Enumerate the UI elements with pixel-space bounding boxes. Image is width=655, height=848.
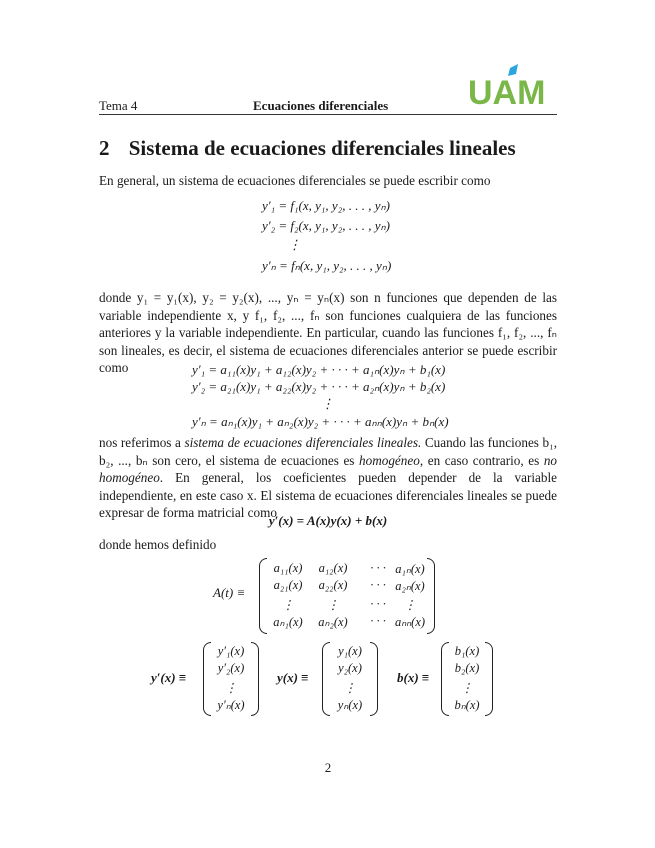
vector-entry: ⋮ — [343, 681, 357, 695]
left-paren-icon — [203, 642, 211, 716]
matrix-a-cell: · · · — [370, 614, 386, 628]
matrix-a-cell: ⋮ — [281, 598, 295, 612]
matrix-equation: y′(x) = A(x)y(x) + b(x) — [268, 513, 388, 528]
vector-b-label: b(x) ≡ — [397, 670, 430, 685]
right-paren-icon — [485, 642, 493, 716]
page-number: 2 — [324, 760, 332, 775]
section-title — [99, 136, 516, 161]
matrix-a-cell: aₙₙ(x) — [394, 615, 426, 629]
vector-entry: b₂(x) — [454, 661, 480, 675]
matrix-a-cell: a₁₂(x) — [318, 561, 348, 575]
system-linear-line: y′ₙ = aₙ₁(x)y₁ + aₙ₂(x)y₂ + · · · + aₙₙ(x)yₙ + bₙ(x) — [192, 414, 449, 429]
vector-entry: y₂(x) — [338, 661, 362, 675]
right-paren-icon — [427, 558, 435, 634]
vector-entry: y₁(x) — [338, 644, 362, 658]
system-linear-line: y′₂ = a₂₁(x)y₁ + a₂₂(x)y₂ + · · · + a₂ₙ(x)yₙ + b₂(x) — [192, 379, 446, 394]
matrix-a-cell: a₁₁(x) — [273, 561, 303, 575]
matrix-a-cell: ⋮ — [403, 598, 417, 612]
system-general — [262, 198, 402, 274]
vector-y — [322, 642, 378, 716]
left-paren-icon — [441, 642, 449, 716]
defined-text: donde hemos definido — [99, 537, 217, 552]
vector-y-label: y(x) ≡ — [277, 670, 309, 685]
matrix-a-cell: a₂ₙ(x) — [395, 579, 425, 593]
matrix-a-cell: a₁ₙ(x) — [395, 562, 425, 576]
header-left: Tema 4 — [99, 98, 138, 113]
system-linear-dots: ⋮ — [321, 396, 334, 411]
uam-logo — [466, 62, 550, 108]
vector-entry: bₙ(x) — [454, 698, 480, 712]
vector-entry: yₙ(x) — [337, 698, 363, 712]
matrix-a-cell: · · · — [370, 578, 386, 592]
header-rule — [99, 114, 557, 115]
vector-yprime-label: y′(x) ≡ — [151, 670, 187, 685]
matrix-a-label: A(t) ≡ — [213, 585, 246, 600]
system-general-dots: ⋮ — [288, 237, 301, 252]
header-title: Ecuaciones diferenciales — [253, 98, 389, 113]
system-general-line: y′₁ = f₁(x, y₁, y₂, . . . , yₙ) — [262, 198, 390, 213]
vector-yprime — [203, 642, 259, 716]
section-title-text: Sistema de ecuaciones diferenciales lineales — [128, 136, 516, 160]
logo-text: UAM — [468, 74, 546, 108]
matrix-a-cell: · · · — [370, 597, 386, 611]
matrix-a-cell: ⋮ — [326, 598, 340, 612]
matrix-a-cell: aₙ₁(x) — [273, 615, 303, 629]
matrix-a-cell: aₙ₂(x) — [318, 615, 348, 629]
right-paren-icon — [251, 642, 259, 716]
vector-entry: ⋮ — [224, 681, 238, 695]
system-linear — [192, 362, 472, 430]
system-general-line: y′ₙ = fₙ(x, y₁, y₂, . . . , yₙ) — [262, 258, 392, 273]
left-paren-icon — [322, 642, 330, 716]
vector-entry: y′₂(x) — [217, 661, 245, 675]
right-paren-icon — [370, 642, 378, 716]
left-paren-icon — [259, 558, 267, 634]
vector-entry: y′₁(x) — [217, 644, 245, 658]
system-general-line: y′₂ = f₂(x, y₁, y₂, . . . , yₙ) — [262, 218, 390, 233]
vector-entry: ⋮ — [460, 681, 474, 695]
matrix-a-cell: a₂₂(x) — [318, 578, 348, 592]
matrix-a — [259, 558, 435, 634]
vector-entry: b₁(x) — [454, 644, 480, 658]
matrix-a-cell: · · · — [370, 561, 386, 575]
intro-paragraph: En general, un sistema de ecuaciones diferenciales se puede escribir como — [99, 173, 491, 188]
section-number: 2 — [99, 136, 110, 160]
matrix-a-cell: a₂₁(x) — [273, 578, 303, 592]
system-linear-line: y′₁ = a₁₁(x)y₁ + a₁₂(x)y₂ + · · · + a₁ₙ(x)yₙ + b₁(x) — [192, 362, 446, 377]
paragraph-definition: donde y₁ = y₁(x), y₂ = y₂(x), ..., yₙ = yₙ(x) son n funciones que dependen de las variable independiente x, y f₁, f₂, ..., fₙ son funciones cualquiera de las funciones anteriores y la variable independiente. En particular, cuando las funciones f₁, f₂, ..., fₙ son lineales, es decir, el sistema de ecuaciones diferenciales anterior se puede escribir como — [99, 290, 557, 376]
vector-entry: y′ₙ(x) — [217, 698, 245, 712]
paragraph-linear-system: nos referimos a sistema de ecuaciones diferenciales lineales. Cuando las funciones b₁, b₂, ..., bₙ son cero, el sistema de ecuaciones es homogéneo, en caso contrario, es no homogéneo. En general, los coeficientes pueden depender de la variable independiente, en este caso x. El sistema de ecuaciones diferenciales lineales se puede expresar de forma matricial como — [99, 435, 557, 521]
vector-b — [441, 642, 493, 716]
